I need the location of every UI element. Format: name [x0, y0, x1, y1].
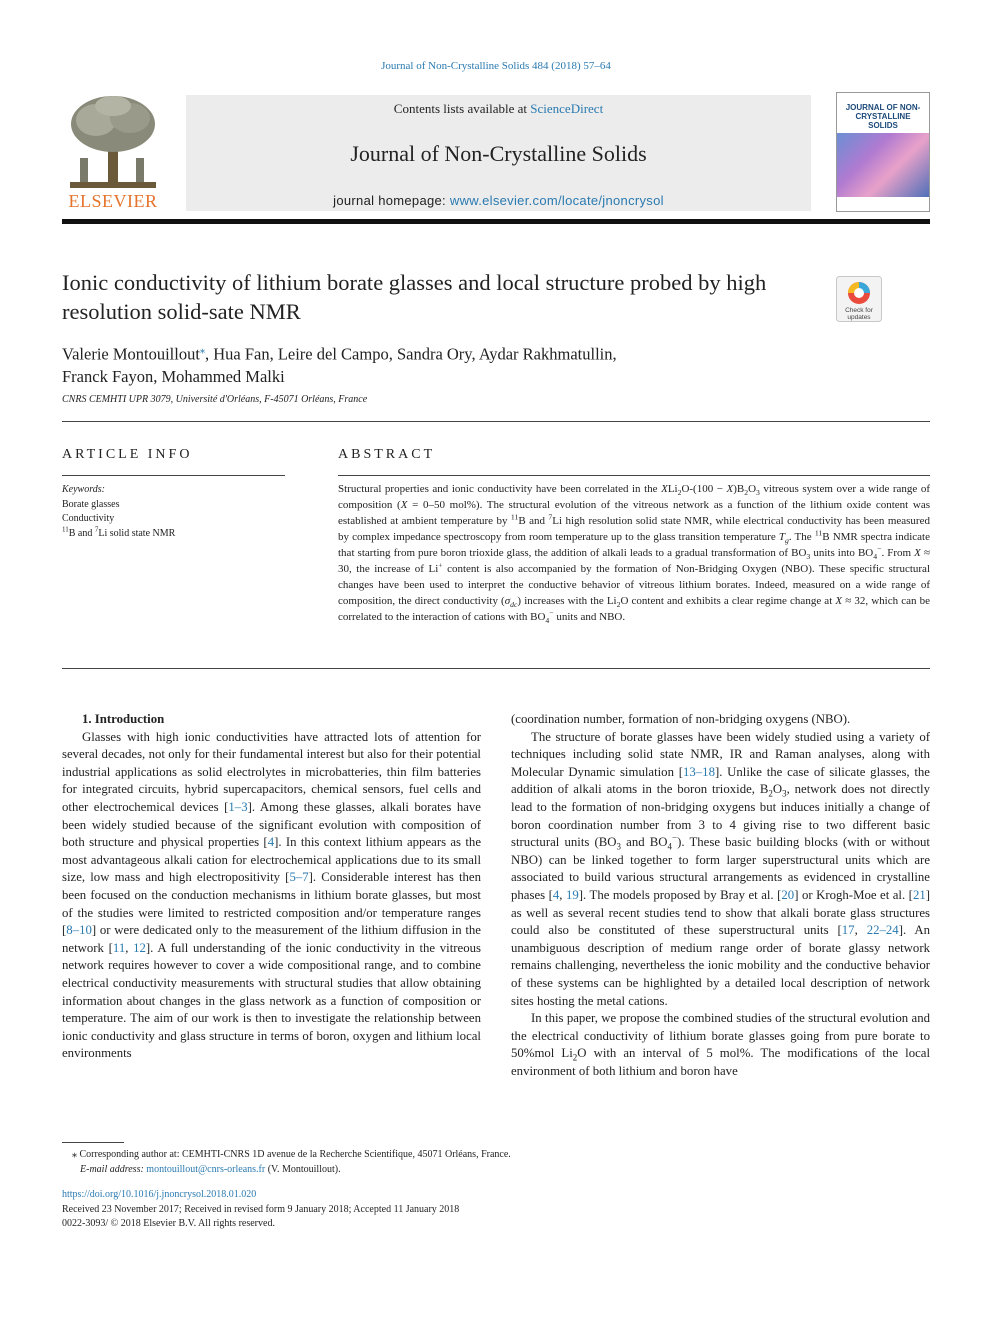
keyword: $^{11}$B and $^7$Li solid state NMR [62, 525, 176, 539]
corresponding-author-marker[interactable]: ⁎ [199, 345, 205, 356]
citation-link[interactable]: 5–7 [289, 870, 309, 885]
divider [62, 668, 930, 669]
body-paragraph: In this paper, we propose the combined studies of the structural evolution and the electrical conductivity of lithium borate glasses going from pure borate to 50%mol $Li_2O$ with an interval of 5 mol%. The modifications of the local environment of both lithium and boron have [511, 1011, 931, 1078]
elsevier-wordmark: ELSEVIER [68, 191, 158, 211]
cover-title: JOURNAL OF NON-CRYSTALLINE SOLIDS [845, 103, 921, 130]
doi-link[interactable]: https://doi.org/10.1016/j.jnoncrysol.2018.01.020 [62, 1189, 257, 1200]
sciencedirect-link[interactable]: ScienceDirect [530, 101, 604, 116]
keyword: Borate glasses [62, 498, 120, 510]
article-info-heading: ARTICLE INFO [62, 447, 193, 462]
divider [62, 421, 930, 422]
body-paragraph: The structure of borate glasses have been widely studied using a variety of techniques including solid state NMR, IR and Raman analyses, along with Molecular Dynamic simulation [13–18]. Unlike the case of silicate glasses, the addition of alkali atoms in the boron trioxide, $B_2O_3$, network does not directly lead to the formation of non-bridging oxygens but induces initially a change of boron coordination number from 3 to 4 giving rise to two different basic structural units ($BO_3$ and $BO_4^-$). These basic building blocks (with or without NBO) can be linked together to form larger superstructural units which are associated to build various structural arrangements as evidenced in crystalline phases [4, 19]. The models proposed by Bray et al. [20] or Krogh-Moe et al. [21] as well as several recent studies tend to show that alkali borate glass structures could also be constituted of these superstructural units [17, 22–24]. An unambiguous description of medium range order of borate glassy network remains challenging, nevertheless the ionic mobility and the conductive behavior of these systems can be highlighted by a detailed local description of network sites hosting the metal cations. [511, 729, 931, 1008]
citation-link[interactable]: 13–18 [682, 764, 715, 779]
footnote [62, 1147, 511, 1177]
author-list: Valerie Montouillout⁎, Hua Fan, Leire del Campo, Sandra Ory, Aydar Rakhmatullin, Franck Fayon, Mohammed Malki [62, 344, 617, 386]
abstract-text: Structural properties and ionic conductivity have been correlated in the $XLi_2O-(100 - X)B_2O_3$ vitreous system over a wide range of composition (X = 0–50 mol%). The structural evolution of the vitreous network as a function of the lithium oxide content was established at ambient temperature by $^{11}$B and $^7$Li high resolution solid state NMR, while electrical conductivity has been measured by complex impedance spectroscopy from room temperature up to the glass transition temperature $T_g$. The $^{11}$B NMR spectra indicate that starting from pure boron trioxide glass, the addition of alkali leads to a gradual transformation of $BO_3$ units into $BO_4^-$. From X ≈ 30, the increase of Li+ content is also accompanied by the formation of Non-Bridging Oxygen (NBO). These specific structural changes have been used to interpret the conductive behavior of vitreous lithium borates. Indeed, measured on a wide range of composition, the direct conductivity $(\sigma_{dc})$ increases with the $Li_2O$ content and exhibits a clear regime change at X ≈ 32, which can be correlated to the interaction of cations with $BO_4^-$ units and NBO. [338, 483, 931, 626]
article-history: Received 23 November 2017; Received in revised form 9 January 2018; Accepted 11 January 2018 [62, 1203, 460, 1215]
footnote-divider [62, 1142, 124, 1143]
homepage-line: journal homepage: www.elsevier.com/locate/jnoncrysol [333, 193, 664, 208]
contents-line: Contents lists available at ScienceDirect [393, 101, 604, 116]
section-heading: 1. Introduction [82, 712, 165, 726]
header-divider [62, 219, 930, 224]
copyright: 0022-3093/ © 2018 Elsevier B.V. All rights reserved. [62, 1218, 275, 1229]
cover-image [837, 133, 929, 197]
crossmark-label: Check for updates [845, 307, 873, 321]
keywords-label: Keywords: [62, 484, 105, 495]
body-paragraph: Glasses with high ionic conductivities have attracted lots of attention for several decades, not only for their fundamental interest but also for their potential industrial applications as solid electrolytes in microbatteries, thin film batteries for integrated circuits, hybrid supercapacitors, chemical sensors, fuel cells and other electrochemical devices [1–3]. Among these glasses, alkali borates have been widely studied because of the significant evolution with composition of both structure and physical properties [4]. In this context lithium appears as the most advantageous alkali cation for electrochemical applications due to its small size, low mass and high electropositivity [5–7]. Considerable interest has then been focused on the conduction mechanisms in lithium borate glasses, but most of the studies were limited to restricted composition and/or temperature ranges [8–10] or were dedicated only to the measurement of the lithium diffusion in the network [11, 12]. A full understanding of the ionic conductivity in the vitreous network requires however to cover a wide compositional range, and to combine electrical conductivity measurements with structural studies that allow obtaining information about changes in the glass network as a function of composition or temperature. The aim of our work is then to investigate the relationship between ionic conductivity and glass structure in terms of boron, oxygen and lithium local environments [62, 729, 481, 1061]
citation-link[interactable]: 4 [552, 887, 560, 902]
citation-link[interactable]: 8–10 [66, 923, 92, 938]
citation-link[interactable]: 22–24 [866, 923, 899, 938]
email-link[interactable]: montouillout@cnrs-orleans.fr [146, 1164, 266, 1175]
email-line: E-mail address: montouillout@cnrs-orleans.fr (V. Montouillout). [80, 1164, 341, 1175]
journal-title: Journal of Non-Crystalline Solids [350, 141, 647, 166]
journal-cover-thumbnail[interactable] [836, 92, 930, 212]
divider [338, 475, 930, 476]
citation-link[interactable]: 21 [912, 887, 926, 902]
check-for-updates-badge[interactable] [836, 276, 882, 322]
abstract-heading: ABSTRACT [338, 447, 436, 462]
homepage-link[interactable]: www.elsevier.com/locate/jnoncrysol [449, 193, 664, 208]
citation-link[interactable]: 12 [133, 940, 146, 955]
body-paragraph: (coordination number, formation of non-bridging oxygens (NBO). [511, 712, 851, 726]
citation-link[interactable]: 17 [841, 923, 855, 938]
journal-masthead [186, 95, 811, 211]
affiliation: CNRS CEMHTI UPR 3079, Université d'Orléans, F-45071 Orléans, France [62, 394, 368, 405]
body-column-right [511, 711, 930, 1080]
journal-citation[interactable]: Journal of Non-Crystalline Solids 484 (2018) 57–64 [381, 60, 611, 72]
elsevier-logo [62, 92, 164, 212]
citation-link[interactable]: 19 [566, 887, 579, 902]
keywords-block [62, 483, 175, 541]
body-column-left [62, 711, 481, 1063]
article-metadata [62, 1188, 459, 1232]
article-title: Ionic conductivity of lithium borate glasses and local structure probed by high resolution solid-sate NMR [62, 270, 767, 324]
corresponding-author-note: ⁎ Corresponding author at: CEMHTI-CNRS 1D avenue de la Recherche Scientifique, 45071 Orléans, France. [72, 1149, 511, 1160]
elsevier-tree-icon [62, 92, 164, 192]
keyword: Conductivity [62, 513, 115, 524]
citation-link[interactable]: 1–3 [228, 799, 248, 814]
citation-link[interactable]: 20 [781, 887, 795, 902]
citation-link[interactable]: 11 [112, 940, 126, 955]
citation-link[interactable]: 4 [267, 835, 275, 850]
divider [62, 475, 285, 476]
